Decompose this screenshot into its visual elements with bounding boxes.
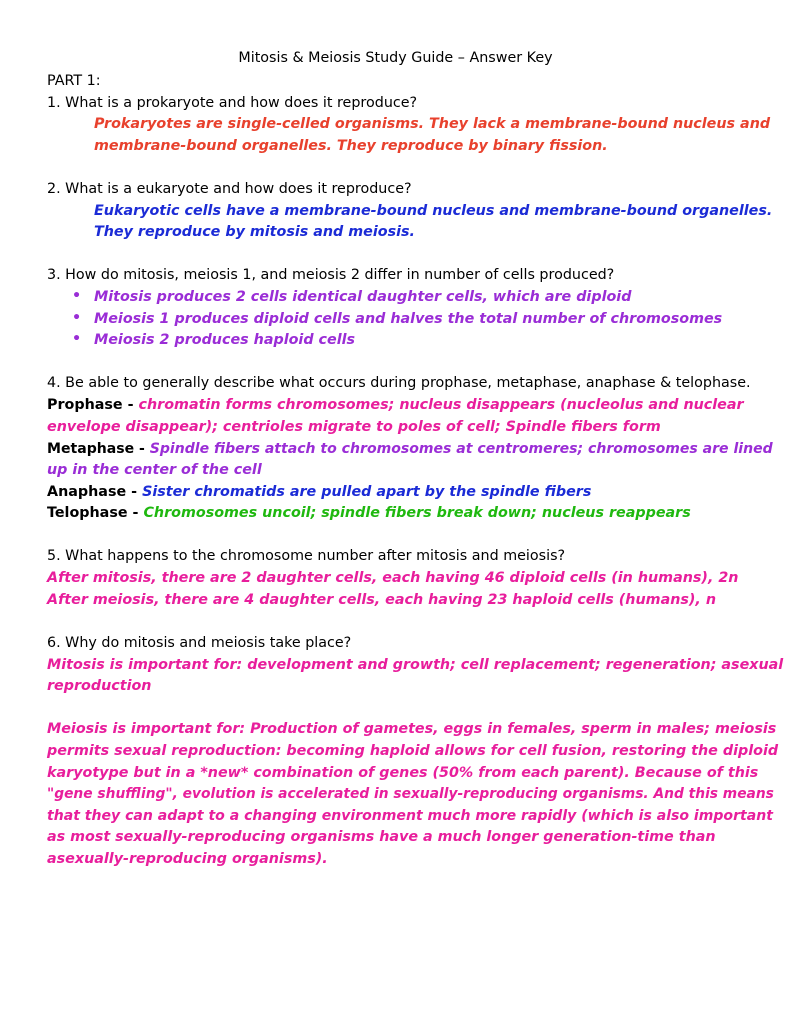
answer-3-bullet-2: Meiosis 1 produces diploid cells and halves the total number of chromosomes — [94, 311, 723, 327]
metaphase-line-2: up in the center of the cell — [47, 462, 262, 478]
page-title: Mitosis & Meiosis Study Guide – Answer Key — [238, 50, 553, 66]
telophase-label: Telophase - — [47, 505, 139, 521]
part-heading: PART 1: — [47, 73, 101, 89]
bullet-marker: • — [72, 310, 82, 326]
prophase-label: Prophase - — [47, 397, 134, 413]
anaphase-line — [47, 483, 591, 501]
meiosis-importance-line-4: "gene shuffling", evolution is accelerated in sexually-reproducing organisms. And this means — [47, 786, 774, 802]
anaphase-text: Sister chromatids are pulled apart by the spindle fibers — [142, 484, 592, 500]
question-2: 2. What is a eukaryote and how does it reproduce? — [47, 181, 412, 197]
answer-3-bullet-3: Meiosis 2 produces haploid cells — [94, 332, 356, 348]
bullet-marker: • — [72, 288, 82, 304]
question-4: 4. Be able to generally describe what occurs during prophase, metaphase, anaphase & telophase. — [47, 375, 751, 391]
telophase-text: Chromosomes uncoil; spindle fibers break down; nucleus reappears — [143, 505, 691, 521]
mitosis-importance-line-1: Mitosis is important for: development and growth; cell replacement; regeneration; asexual — [47, 657, 784, 673]
meiosis-importance-line-5: that they can adapt to a changing environment much more rapidly (which is also important — [47, 808, 773, 824]
answer-2-line-2: They reproduce by mitosis and meiosis. — [94, 224, 415, 240]
question-1: 1. What is a prokaryote and how does it reproduce? — [47, 95, 418, 111]
question-3: 3. How do mitosis, meiosis 1, and meiosis 2 differ in number of cells produced? — [47, 267, 615, 283]
answer-3-bullet-1: Mitosis produces 2 cells identical daughter cells, which are diploid — [94, 289, 632, 305]
meiosis-importance-line-2: permits sexual reproduction: becoming haploid allows for cell fusion, restoring the diploid — [47, 743, 779, 759]
bullet-marker: • — [72, 331, 82, 347]
prophase-line-1 — [47, 396, 744, 414]
answer-5-line-2: After meiosis, there are 4 daughter cells, each having 23 haploid cells (humans), n — [47, 592, 717, 608]
metaphase-text: Spindle fibers attach to chromosomes at centromeres; chromosomes are lined — [149, 441, 773, 457]
meiosis-importance-line-1: Meiosis is important for: Production of gametes, eggs in females, sperm in males; meiosis — [47, 721, 777, 737]
answer-2-line-1: Eukaryotic cells have a membrane-bound nucleus and membrane-bound organelles. — [94, 203, 773, 219]
metaphase-label: Metaphase - — [47, 441, 145, 457]
anaphase-label: Anaphase - — [47, 484, 138, 500]
answer-5-line-1: After mitosis, there are 2 daughter cells, each having 46 diploid cells (in humans), 2n — [47, 570, 739, 586]
metaphase-line-1 — [47, 440, 773, 458]
meiosis-importance-line-6: as most sexually-reproducing organisms have a much longer generation-time than — [47, 829, 716, 845]
answer-1-line-2: membrane-bound organelles. They reproduce by binary fission. — [94, 138, 608, 154]
mitosis-importance-line-2: reproduction — [47, 678, 152, 694]
meiosis-importance-line-7: asexually-reproducing organisms). — [47, 851, 328, 867]
question-5: 5. What happens to the chromosome number after mitosis and meiosis? — [47, 548, 566, 564]
question-6: 6. Why do mitosis and meiosis take place? — [47, 635, 352, 651]
meiosis-importance-line-3: karyotype but in a *new* combination of genes (50% from each parent). Because of this — [47, 765, 759, 781]
prophase-text: chromatin forms chromosomes; nucleus disappears (nucleolus and nuclear — [138, 397, 744, 413]
answer-1-line-1: Prokaryotes are single-celled organisms. They lack a membrane-bound nucleus and — [94, 116, 771, 132]
telophase-line — [47, 504, 691, 522]
prophase-line-2: envelope disappear); centrioles migrate to poles of cell; Spindle fibers form — [47, 419, 661, 435]
